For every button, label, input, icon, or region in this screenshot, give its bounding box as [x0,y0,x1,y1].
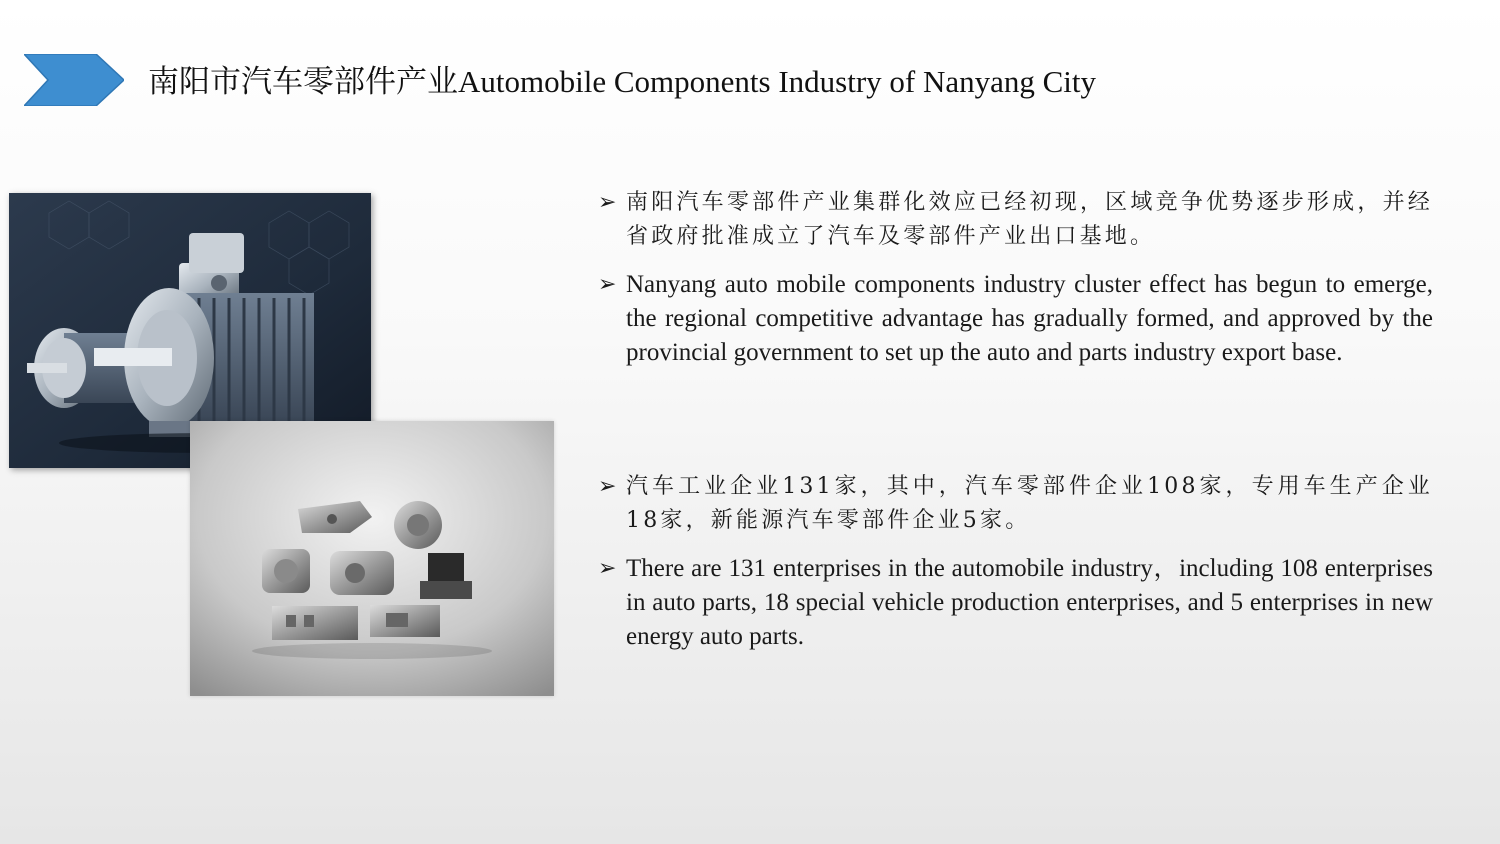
bullet-text: 南阳汽车零部件产业集群化效应已经初现，区域竞争优势逐步形成，并经省政府批准成立了汽车及零部件产业出口基地。 [626,190,1433,249]
bullet-arrow-icon: ➢ [598,190,620,215]
bullet-arrow-icon: ➢ [598,272,617,297]
bullet-section-1 [598,186,1433,370]
bullet-text: There are 131 enterprises in the automobile industry，including 108 enterprises in auto parts, 18 special vehicle production enterprises, and 5 enterprises in new energy auto parts. [626,555,1433,650]
bullet-arrow-icon: ➢ [598,474,620,499]
bullet-text: Nanyang auto mobile components industry cluster effect has begun to emerge, the regional competitive advantage has gradually formed, and approved by the provincial government to set up the auto and parts industry export base. [626,271,1433,366]
chevron-arrow-icon [24,54,124,106]
page-title: 南阳市汽车零部件产业Automobile Components Industry of Nanyang City [148,64,1097,99]
bullet-item-en [598,268,1433,370]
bullet-item-zh [598,470,1433,538]
bullet-arrow-icon: ➢ [598,556,617,581]
auto-parts-image [190,421,554,696]
bullet-text: 汽车工业企业131家，其中，汽车零部件企业108家，专用车生产企业18家，新能源汽车零部件企业5家。 [626,474,1433,533]
bullet-item-en [598,552,1433,654]
bullet-item-zh [598,186,1433,254]
bullet-section-2 [598,470,1433,654]
